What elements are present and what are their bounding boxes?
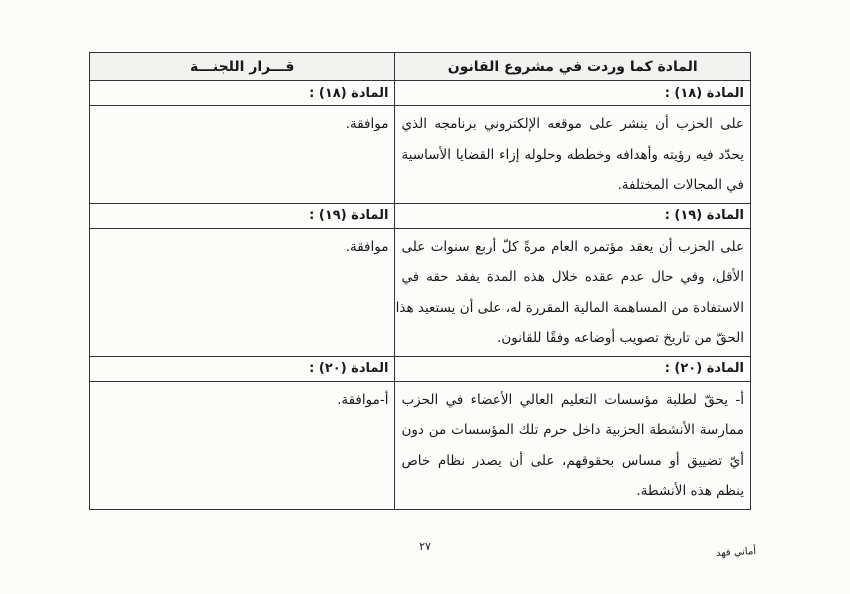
article-19-line: على الحزب أن يعقد مؤتمره العام مرةً كلّ أربع سنوات على [401, 238, 744, 255]
article-19-line: الأقل، وفي حال عدم عقده خلال هذه المدة يفقد حقه في [401, 269, 744, 285]
article-20-body-row [90, 381, 751, 509]
article-19-body-row [90, 228, 751, 356]
article-20-line: أيّ تضييق أو مساس بحقوقهم، على أن يصدر نظام خاص [401, 452, 744, 469]
committee-decisions-table [89, 52, 751, 510]
article-18-label: المادة (١٨) : [395, 81, 751, 106]
article-20-line: ينظم هذه الأنشطة. [636, 483, 744, 499]
article-20-line: ممارسة الأنشطة الحزبية داخل حرم تلك المؤسسات من دون [401, 422, 744, 438]
article-20-line: أ- يحقّ لطلبة مؤسسات التعليم العالي الأعضاء في الحزب [401, 391, 744, 408]
article-18-line: يحدّد فيه رؤيته وأهدافه وخططه وحلوله إزاء القضايا الأساسية [401, 146, 744, 163]
article-19-text [395, 228, 751, 356]
article-18-body-row [90, 106, 751, 204]
page-number: ٢٧ [419, 540, 431, 553]
article-19-line: الاستفادة من المساهمة المالية المقررة له، على أن يستعيد هذا [395, 299, 744, 316]
decision-19-text: موافقة. [90, 228, 395, 356]
decision-18-text: موافقة. [90, 106, 395, 204]
article-20-text [395, 381, 751, 509]
article-20-label-row [90, 356, 751, 381]
table-header-row [90, 53, 751, 81]
article-19-label: المادة (١٩) : [395, 203, 751, 228]
decision-19-label: المادة (١٩) : [90, 203, 395, 228]
decision-20-text: أ-موافقة. [90, 381, 395, 509]
article-18-line: في المجالات المختلفة. [617, 177, 744, 193]
article-18-line: على الحزب أن ينشر على موقعه الإلكتروني برنامجه الذي [401, 116, 744, 132]
article-18-label-row [90, 81, 751, 106]
article-19-line: الحقّ من تاريخ تصويب أوضاعه وفقًا للقانون. [497, 330, 744, 346]
decision-18-label: المادة (١٨) : [90, 81, 395, 106]
article-19-label-row [90, 203, 751, 228]
article-20-label: المادة (٢٠) : [395, 356, 751, 381]
decision-20-label: المادة (٢٠) : [90, 356, 395, 381]
header-article: المادة كما وردت في مشروع القانون [395, 53, 751, 81]
signature: أماني فهد [715, 545, 757, 560]
header-decision: قـــرار اللجنـــة [90, 53, 395, 81]
article-18-text [395, 106, 751, 204]
